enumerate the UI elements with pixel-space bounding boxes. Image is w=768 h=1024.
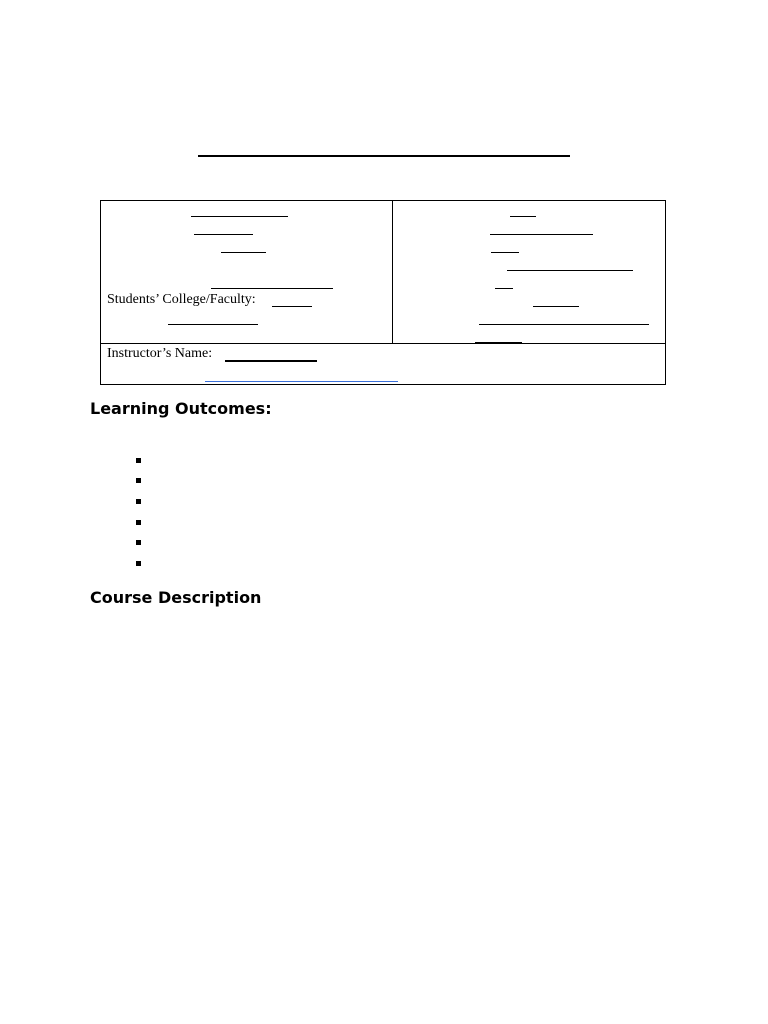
- list-bullet: [136, 499, 141, 504]
- table-row-divider: [101, 343, 665, 344]
- left-blank-5: [168, 324, 258, 325]
- right-blank-1: [510, 216, 536, 217]
- list-bullet: [136, 561, 141, 566]
- students-college-label: Students’ College/Faculty:: [107, 292, 256, 307]
- right-blank-7: [479, 324, 649, 325]
- instructor-email-link-blank[interactable]: [205, 381, 398, 382]
- left-blank-4: [211, 288, 333, 289]
- left-blank-3: [221, 252, 266, 253]
- left-blank-2: [194, 234, 253, 235]
- students-college-blank: [272, 306, 312, 307]
- right-blank-6: [533, 306, 579, 307]
- table-column-divider: [392, 201, 393, 344]
- course-title-blank: [198, 155, 570, 157]
- right-blank-4: [507, 270, 633, 271]
- list-bullet: [136, 540, 141, 545]
- right-blank-3: [491, 252, 519, 253]
- course-info-table: [100, 200, 666, 385]
- instructor-name-label: Instructor’s Name:: [107, 346, 213, 361]
- list-bullet: [136, 478, 141, 483]
- list-bullet: [136, 520, 141, 525]
- learning-outcomes-heading: Learning Outcomes:: [90, 399, 272, 418]
- instructor-name-blank: [225, 360, 317, 362]
- left-blank-1: [191, 216, 288, 217]
- right-blank-2: [490, 234, 593, 235]
- right-blank-5: [495, 288, 513, 289]
- list-bullet: [136, 458, 141, 463]
- right-blank-8: [475, 342, 522, 343]
- course-description-heading: Course Description: [90, 588, 262, 607]
